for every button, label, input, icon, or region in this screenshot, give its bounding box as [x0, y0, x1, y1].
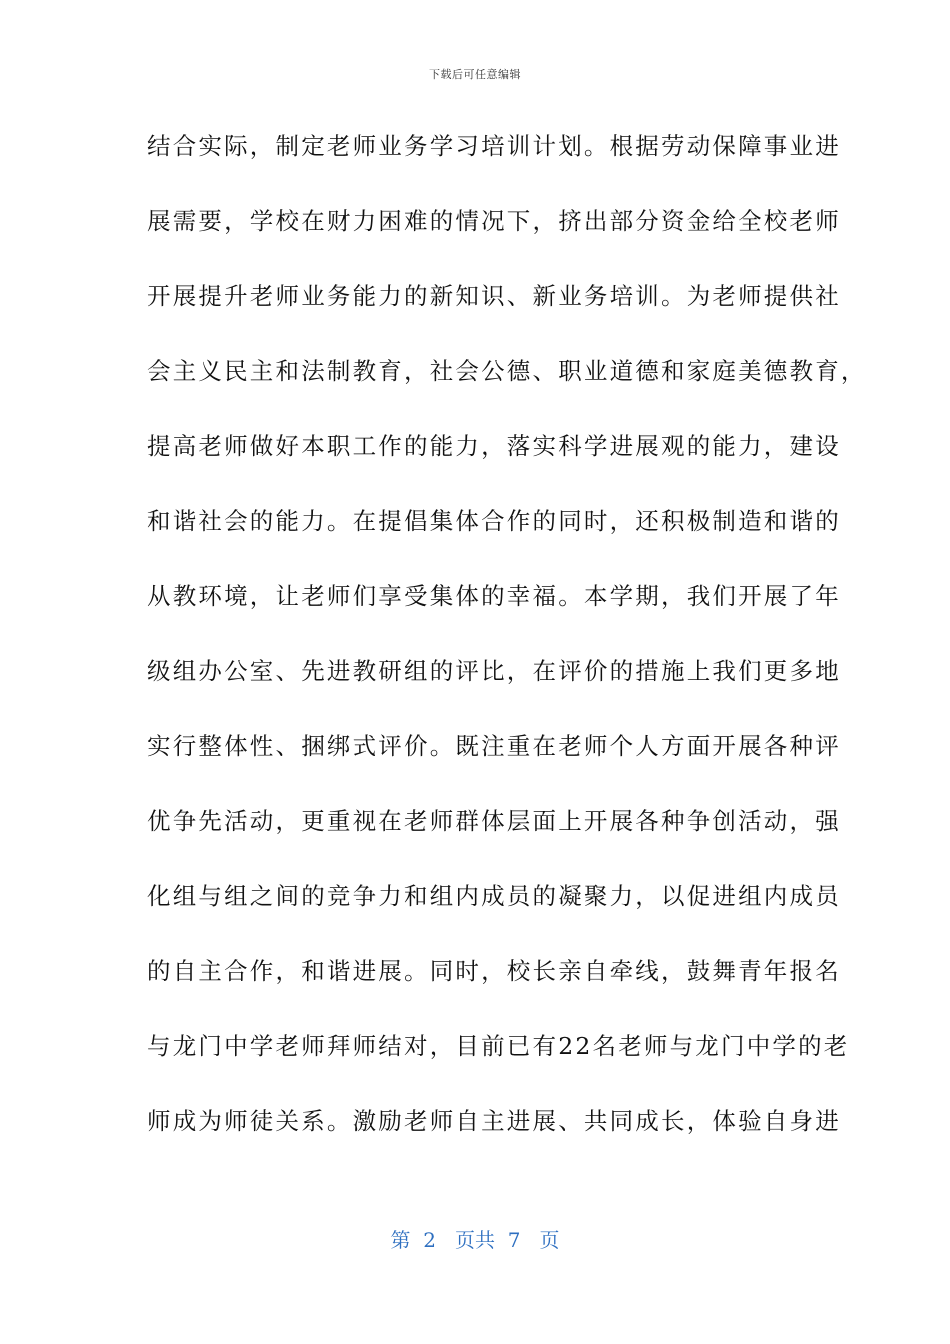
text-line: 展需要，学校在财力困难的情况下，挤出部分资金给全校老师 [147, 207, 841, 235]
text-line: 与龙门中学老师拜师结对，目前已有22名老师与龙门中学的老 [147, 1032, 850, 1060]
text-line: 会主义民主和法制教育，社会公德、职业道德和家庭美德教育， [147, 357, 867, 385]
text-line: 师成为师徒关系。激励老师自主进展、共同成长，体验自身进 [147, 1107, 841, 1135]
text-line: 提高老师做好本职工作的能力，落实科学进展观的能力，建设 [147, 432, 841, 460]
text-line: 的自主合作，和谐进展。同时，校长亲自牵线，鼓舞青年报名 [147, 957, 841, 985]
page-number: 第 2 页共 7 页 [390, 1228, 560, 1252]
text-line: 实行整体性、捆绑式评价。既注重在老师个人方面开展各种评 [147, 732, 841, 760]
text-line: 优争先活动，更重视在老师群体层面上开展各种争创活动，强 [147, 807, 841, 835]
text-line: 开展提升老师业务能力的新知识、新业务培训。为老师提供社 [147, 282, 841, 310]
text-line: 结合实际，制定老师业务学习培训计划。根据劳动保障事业进 [147, 132, 841, 160]
text-line: 从教环境，让老师们享受集体的幸福。本学期，我们开展了年 [147, 582, 841, 610]
text-line: 和谐社会的能力。在提倡集体合作的同时，还积极制造和谐的 [147, 507, 841, 535]
text-line: 化组与组之间的竞争力和组内成员的凝聚力，以促进组内成员 [147, 882, 841, 910]
text-line: 级组办公室、先进教研组的评比，在评价的措施上我们更多地 [147, 657, 841, 685]
page-header-note: 下载后可任意编辑 [429, 68, 521, 81]
body-text [147, 120, 867, 1170]
